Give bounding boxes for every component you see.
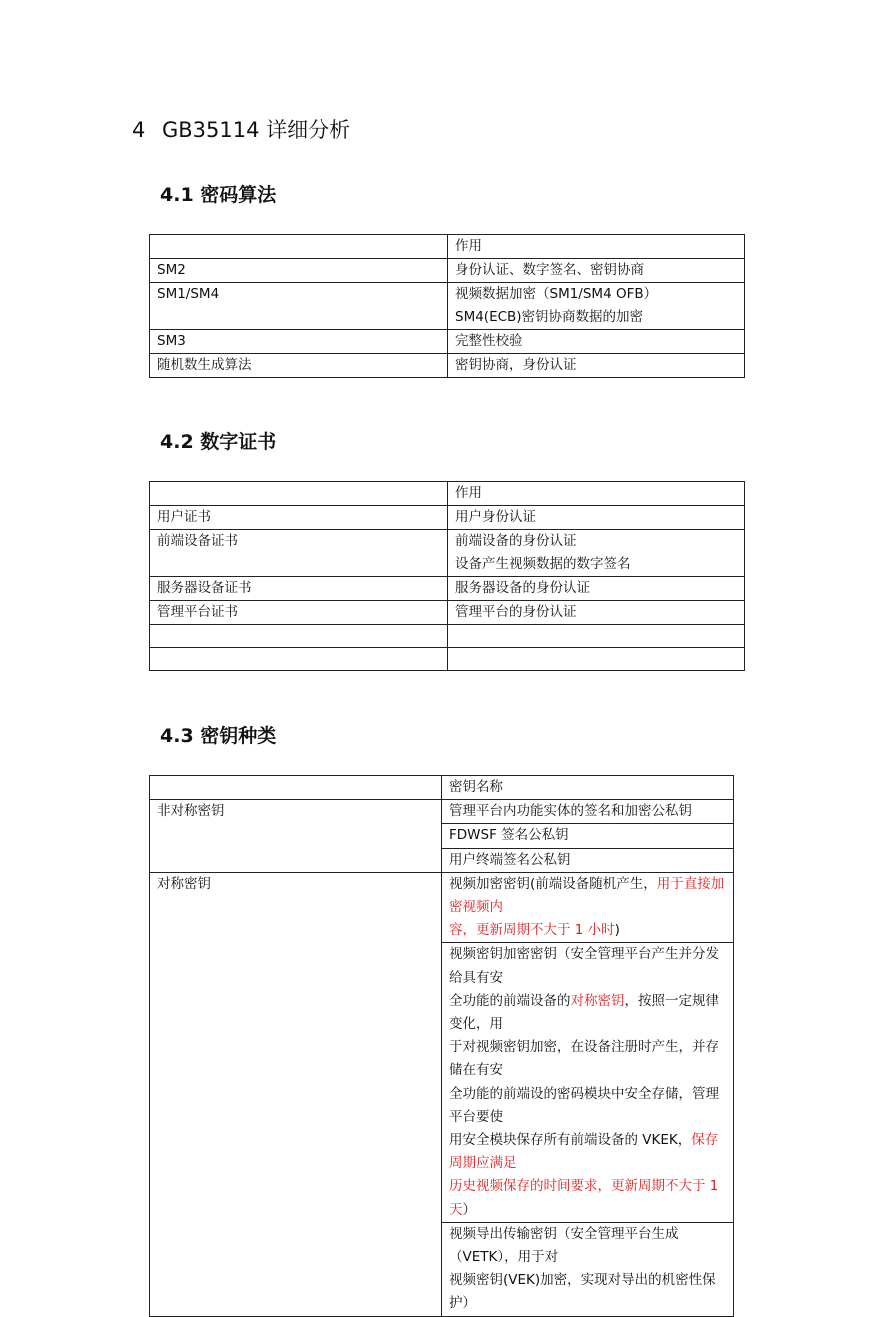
empty-cell [448, 625, 745, 648]
key-desc-line: 于对视频密钥加密，在设备注册时产生，并存储在有安 [449, 1039, 719, 1079]
certificate-name: 前端设备证书 [150, 530, 448, 577]
purpose-line: 管理平台的身份认证 [455, 604, 577, 620]
purpose-line: 前端设备的身份认证 [455, 533, 577, 549]
purpose-line: 服务器设备的身份认证 [455, 580, 590, 596]
empty-row [150, 648, 745, 671]
header-cell [150, 235, 448, 259]
algorithm-purpose [448, 354, 745, 378]
purpose-line: 密钥协商，身份认证 [455, 357, 577, 373]
certificate-name: 用户证书 [150, 506, 448, 530]
key-desc-line: 视频导出传输密钥（安全管理平台生成（VETK），用于对 [449, 1225, 679, 1266]
table-header-row [150, 235, 745, 259]
empty-cell [150, 648, 448, 671]
header-cell [150, 776, 442, 800]
digital-certificate-table [149, 481, 745, 671]
certificate-purpose [448, 577, 745, 601]
table-row [150, 577, 745, 601]
table-row [150, 354, 745, 378]
text-run: 视频加密密钥(前端设备随机产生， [449, 875, 657, 892]
certificate-purpose [448, 530, 745, 577]
purpose-line: 完整性校验 [455, 333, 523, 349]
algorithm-purpose [448, 283, 745, 330]
table-header-row [150, 482, 745, 506]
algorithm-purpose [448, 259, 745, 283]
purpose-line: SM4(ECB)密钥协商数据的加密 [455, 309, 644, 325]
highlight-text: 对称密钥 [570, 992, 625, 1009]
key-desc-line: 视频密钥加密密钥（安全管理平台产生并分发给具有安 [449, 946, 719, 986]
header-cell [150, 482, 448, 506]
section-4-1-heading: 4.1 密码算法 [160, 184, 277, 206]
header-cell: 作用 [448, 482, 745, 506]
purpose-line: 身份认证、数字签名、密钥协商 [455, 262, 644, 278]
key-name: FDWSF 签名公私钥 [442, 824, 734, 848]
key-name [442, 872, 734, 943]
algorithm-name: SM3 [150, 330, 448, 354]
certificate-purpose [448, 601, 745, 625]
certificate-name: 服务器设备证书 [150, 577, 448, 601]
highlight-text: 容，更新周期不大于 1 小时 [449, 922, 615, 939]
section-number: 4 [132, 118, 146, 142]
certificate-name: 管理平台证书 [150, 601, 448, 625]
table-row [150, 330, 745, 354]
key-desc-line [449, 990, 726, 1036]
header-cell: 密钥名称 [442, 776, 734, 800]
algorithm-name: 随机数生成算法 [150, 354, 448, 378]
key-name: 用户终端签名公私钥 [442, 848, 734, 872]
certificate-purpose [448, 506, 745, 530]
purpose-line: 视频数据加密（SM1/SM4 OFB） [455, 286, 658, 302]
crypto-algorithm-table [149, 234, 745, 378]
key-name [442, 1222, 734, 1316]
table-row [150, 800, 734, 824]
empty-row [150, 625, 745, 648]
purpose-line: 用户身份认证 [455, 509, 536, 525]
header-cell: 作用 [448, 235, 745, 259]
table-row [150, 530, 745, 577]
key-desc-line [449, 1129, 726, 1175]
key-category-asymmetric: 非对称密钥 [150, 800, 442, 873]
key-desc-line [449, 919, 726, 942]
highlight-text: 保存周期应满足 [449, 1132, 719, 1172]
algorithm-name: SM2 [150, 259, 448, 283]
key-desc-line [449, 1175, 726, 1221]
table-row [150, 601, 745, 625]
section-4-heading [132, 114, 350, 144]
table-row [150, 872, 734, 943]
text-run: 全功能的前端设备的 [449, 992, 571, 1009]
highlight-text: 历史视频保存的时间要求，更新周期不大于 1 天 [449, 1178, 719, 1218]
table-row [150, 259, 745, 283]
key-desc-line: 全功能的前端设的密码模块中安全存储，管理平台要使 [449, 1085, 719, 1125]
empty-cell [150, 625, 448, 648]
text-run: ) [614, 922, 620, 939]
section-4-2-heading: 4.2 数字证书 [160, 431, 277, 453]
key-name: 管理平台内功能实体的签名和加密公私钥 [442, 800, 734, 824]
empty-cell [448, 648, 745, 671]
text-run: ） [462, 1201, 476, 1218]
algorithm-purpose [448, 330, 745, 354]
key-desc-line: 视频密钥(VEK)加密，实现对导出的机密性保护） [449, 1272, 716, 1312]
text-run: ，按照一定规律变化，用 [449, 992, 719, 1033]
highlight-text: 用于直接加密视频内 [449, 875, 725, 916]
table-header-row [150, 776, 734, 800]
purpose-line: 设备产生视频数据的数字签名 [455, 556, 631, 572]
text-run: 用安全模块保存所有前端设备的 VKEK， [449, 1132, 692, 1149]
table-row [150, 283, 745, 330]
key-type-table [149, 775, 734, 1317]
algorithm-name: SM1/SM4 [150, 283, 448, 330]
key-desc-line [449, 873, 726, 919]
table-row [150, 506, 745, 530]
key-name [442, 943, 734, 1222]
section-title: GB35114 详细分析 [162, 118, 351, 142]
key-category-symmetric: 对称密钥 [150, 872, 442, 1316]
section-4-3-heading: 4.3 密钥种类 [160, 725, 277, 747]
